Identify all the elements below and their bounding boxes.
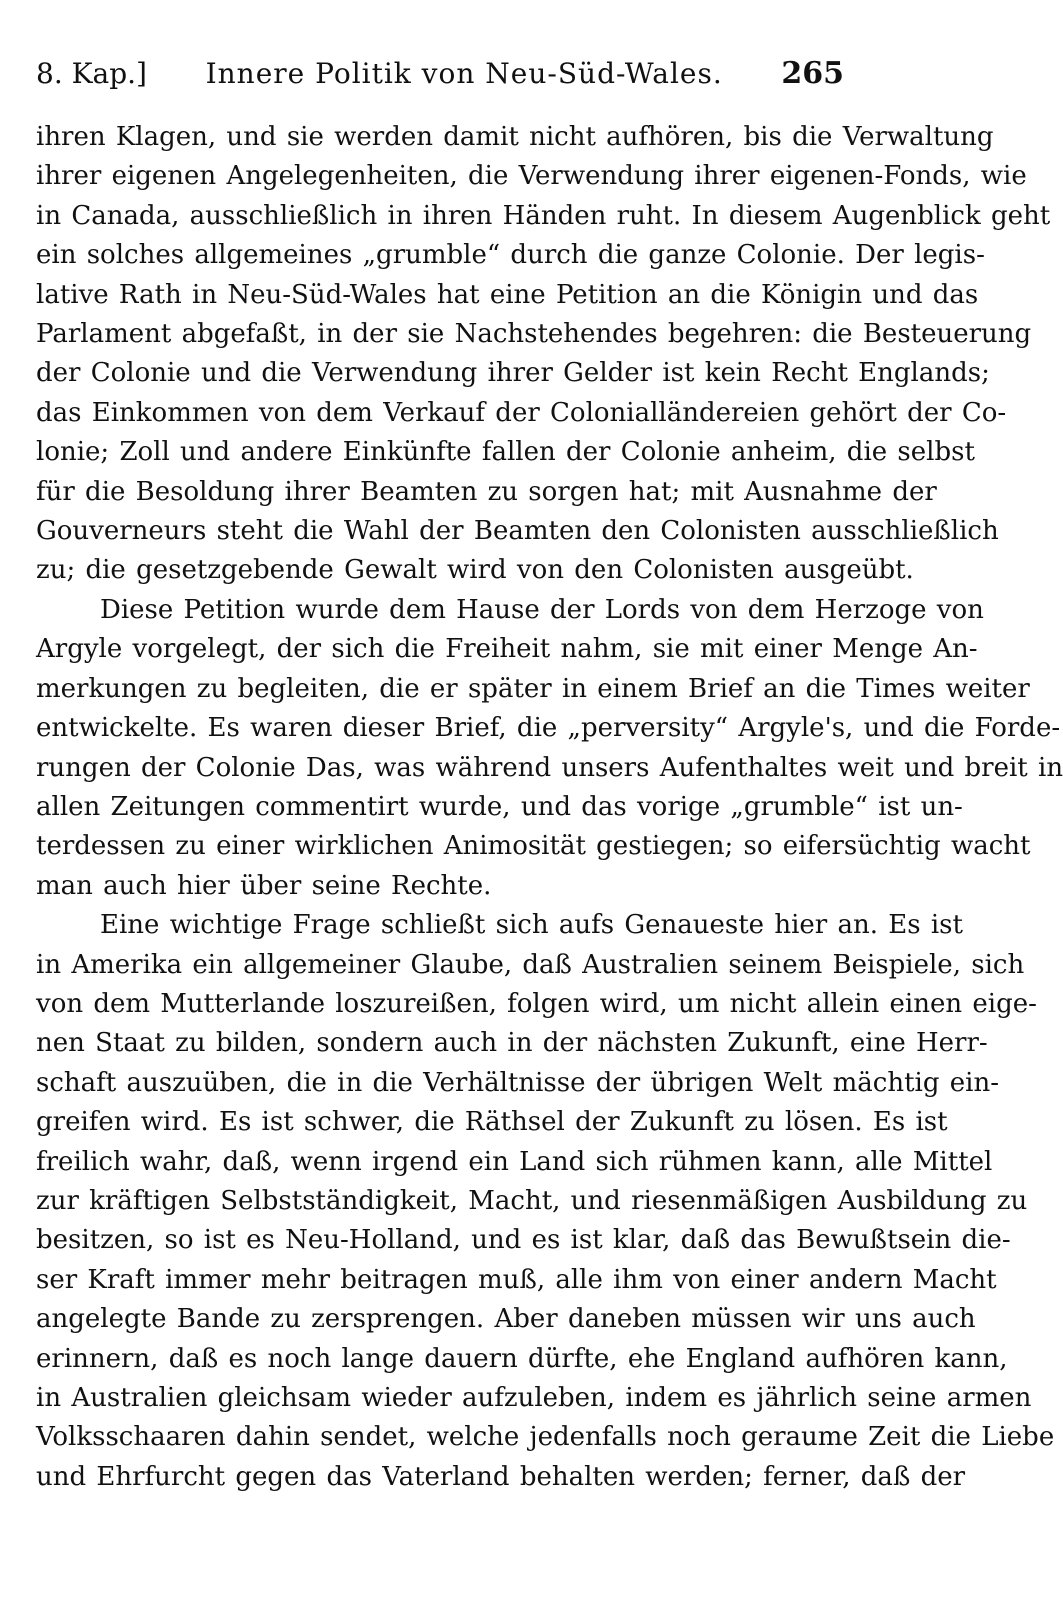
text-line: angelegte Bande zu zersprengen. Aber daneben müssen wir uns auch [36, 1304, 976, 1335]
text-line: ihren Klagen, und sie werden damit nicht aufhören, bis die Verwaltung [36, 122, 994, 152]
text-line: Volksschaaren dahin sendet, welche jedenfalls noch geraume Zeit die Liebe [36, 1422, 1055, 1453]
chapter-label: 8. Kap.] [36, 57, 147, 90]
text-line: lative Rath in Neu-Süd-Wales hat eine Petition an die Königin und das [36, 279, 979, 310]
text-line: für die Besoldung ihrer Beamten zu sorgen hat; mit Ausnahme der [36, 476, 937, 507]
text-line: Argyle vorgelegt, der sich die Freiheit nahm, sie mit einer Menge An- [36, 634, 978, 665]
running-title: Innere Politik von Neu-Süd-Wales. [205, 57, 723, 90]
text-line: Parlament abgefaßt, in der sie Nachstehendes begehren: die Besteuerung [36, 319, 1032, 350]
text-line: von dem Mutterlande loszureißen, folgen wird, um nicht allein einen eige- [36, 988, 1037, 1019]
text-line: freilich wahr, daß, wenn irgend ein Land sich rühmen kann, alle Mittel [36, 1146, 993, 1177]
text-line: lonie; Zoll und andere Einkünfte fallen der Colonie anheim, die selbst [36, 437, 975, 468]
text-line: in Amerika ein allgemeiner Glaube, daß Australien seinem Beispiele, sich [36, 949, 1025, 980]
text-line: allen Zeitungen commentirt wurde, und das vorige „grumble“ ist un- [36, 791, 963, 822]
text-line: ein solches allgemeines „grumble“ durch die ganze Colonie. Der legis- [36, 240, 985, 271]
text-line: greifen wird. Es ist schwer, die Räthsel der Zukunft zu lösen. Es ist [36, 1107, 948, 1138]
text-line: zu; die gesetzgebende Gewalt wird von den Colonisten ausgeübt. [36, 555, 914, 586]
text-line: in Canada, ausschließlich in ihren Händen ruht. In diesem Augenblick geht [36, 200, 1051, 231]
text-line: terdessen zu einer wirklichen Animosität gestiegen; so eifersüchtig wacht [36, 831, 1031, 862]
text-line: ser Kraft immer mehr beitragen muß, alle ihm von einer andern Macht [36, 1264, 997, 1295]
text-line: nen Staat zu bilden, sondern auch in der nächsten Zukunft, eine Herr- [36, 1028, 988, 1059]
text-line: merkungen zu begleiten, die er später in einem Brief an die Times weiter [36, 673, 1030, 704]
page-number: 265 [781, 56, 844, 91]
text-line: rungen der Colonie Das, was während unsers Aufenthaltes weit und breit in [36, 752, 1063, 783]
text-line: das Einkommen von dem Verkauf der Colonialländereien gehört der Co- [36, 397, 1007, 428]
body-text [36, 118, 1063, 1497]
text-line: Diese Petition wurde dem Hause der Lords von dem Herzoge von [100, 594, 984, 625]
text-line: und Ehrfurcht gegen das Vaterland behalten werden; ferner, daß der [36, 1461, 966, 1492]
text-line: ihrer eigenen Angelegenheiten, die Verwendung ihrer eigenen-Fonds, wie [36, 161, 1027, 192]
text-line: Gouverneurs steht die Wahl der Beamten den Colonisten ausschließlich [36, 516, 999, 547]
text-line: man auch hier über seine Rechte. [36, 870, 492, 901]
text-line: der Colonie und die Verwendung ihrer Gelder ist kein Recht Englands; [36, 358, 990, 389]
text-line: erinnern, daß es noch lange dauern dürfte, ehe England aufhören kann, [36, 1343, 1008, 1374]
text-line: in Australien gleichsam wieder aufzuleben, indem es jährlich seine armen [36, 1383, 1032, 1413]
text-line: schaft auszuüben, die in die Verhältnisse der übrigen Welt mächtig ein- [36, 1067, 1000, 1098]
text-line: besitzen, so ist es Neu-Holland, und es ist klar, daß das Bewußtsein die- [36, 1225, 1011, 1256]
text-line: entwickelte. Es waren dieser Brief, die „perversity“ Argyle's, und die Forde- [36, 713, 1061, 744]
text-line: Eine wichtige Frage schließt sich aufs Genaueste hier an. Es ist [100, 910, 963, 941]
running-header [36, 56, 844, 106]
text-line: zur kräftigen Selbstständigkeit, Macht, und riesenmäßigen Ausbildung zu [36, 1185, 1028, 1216]
